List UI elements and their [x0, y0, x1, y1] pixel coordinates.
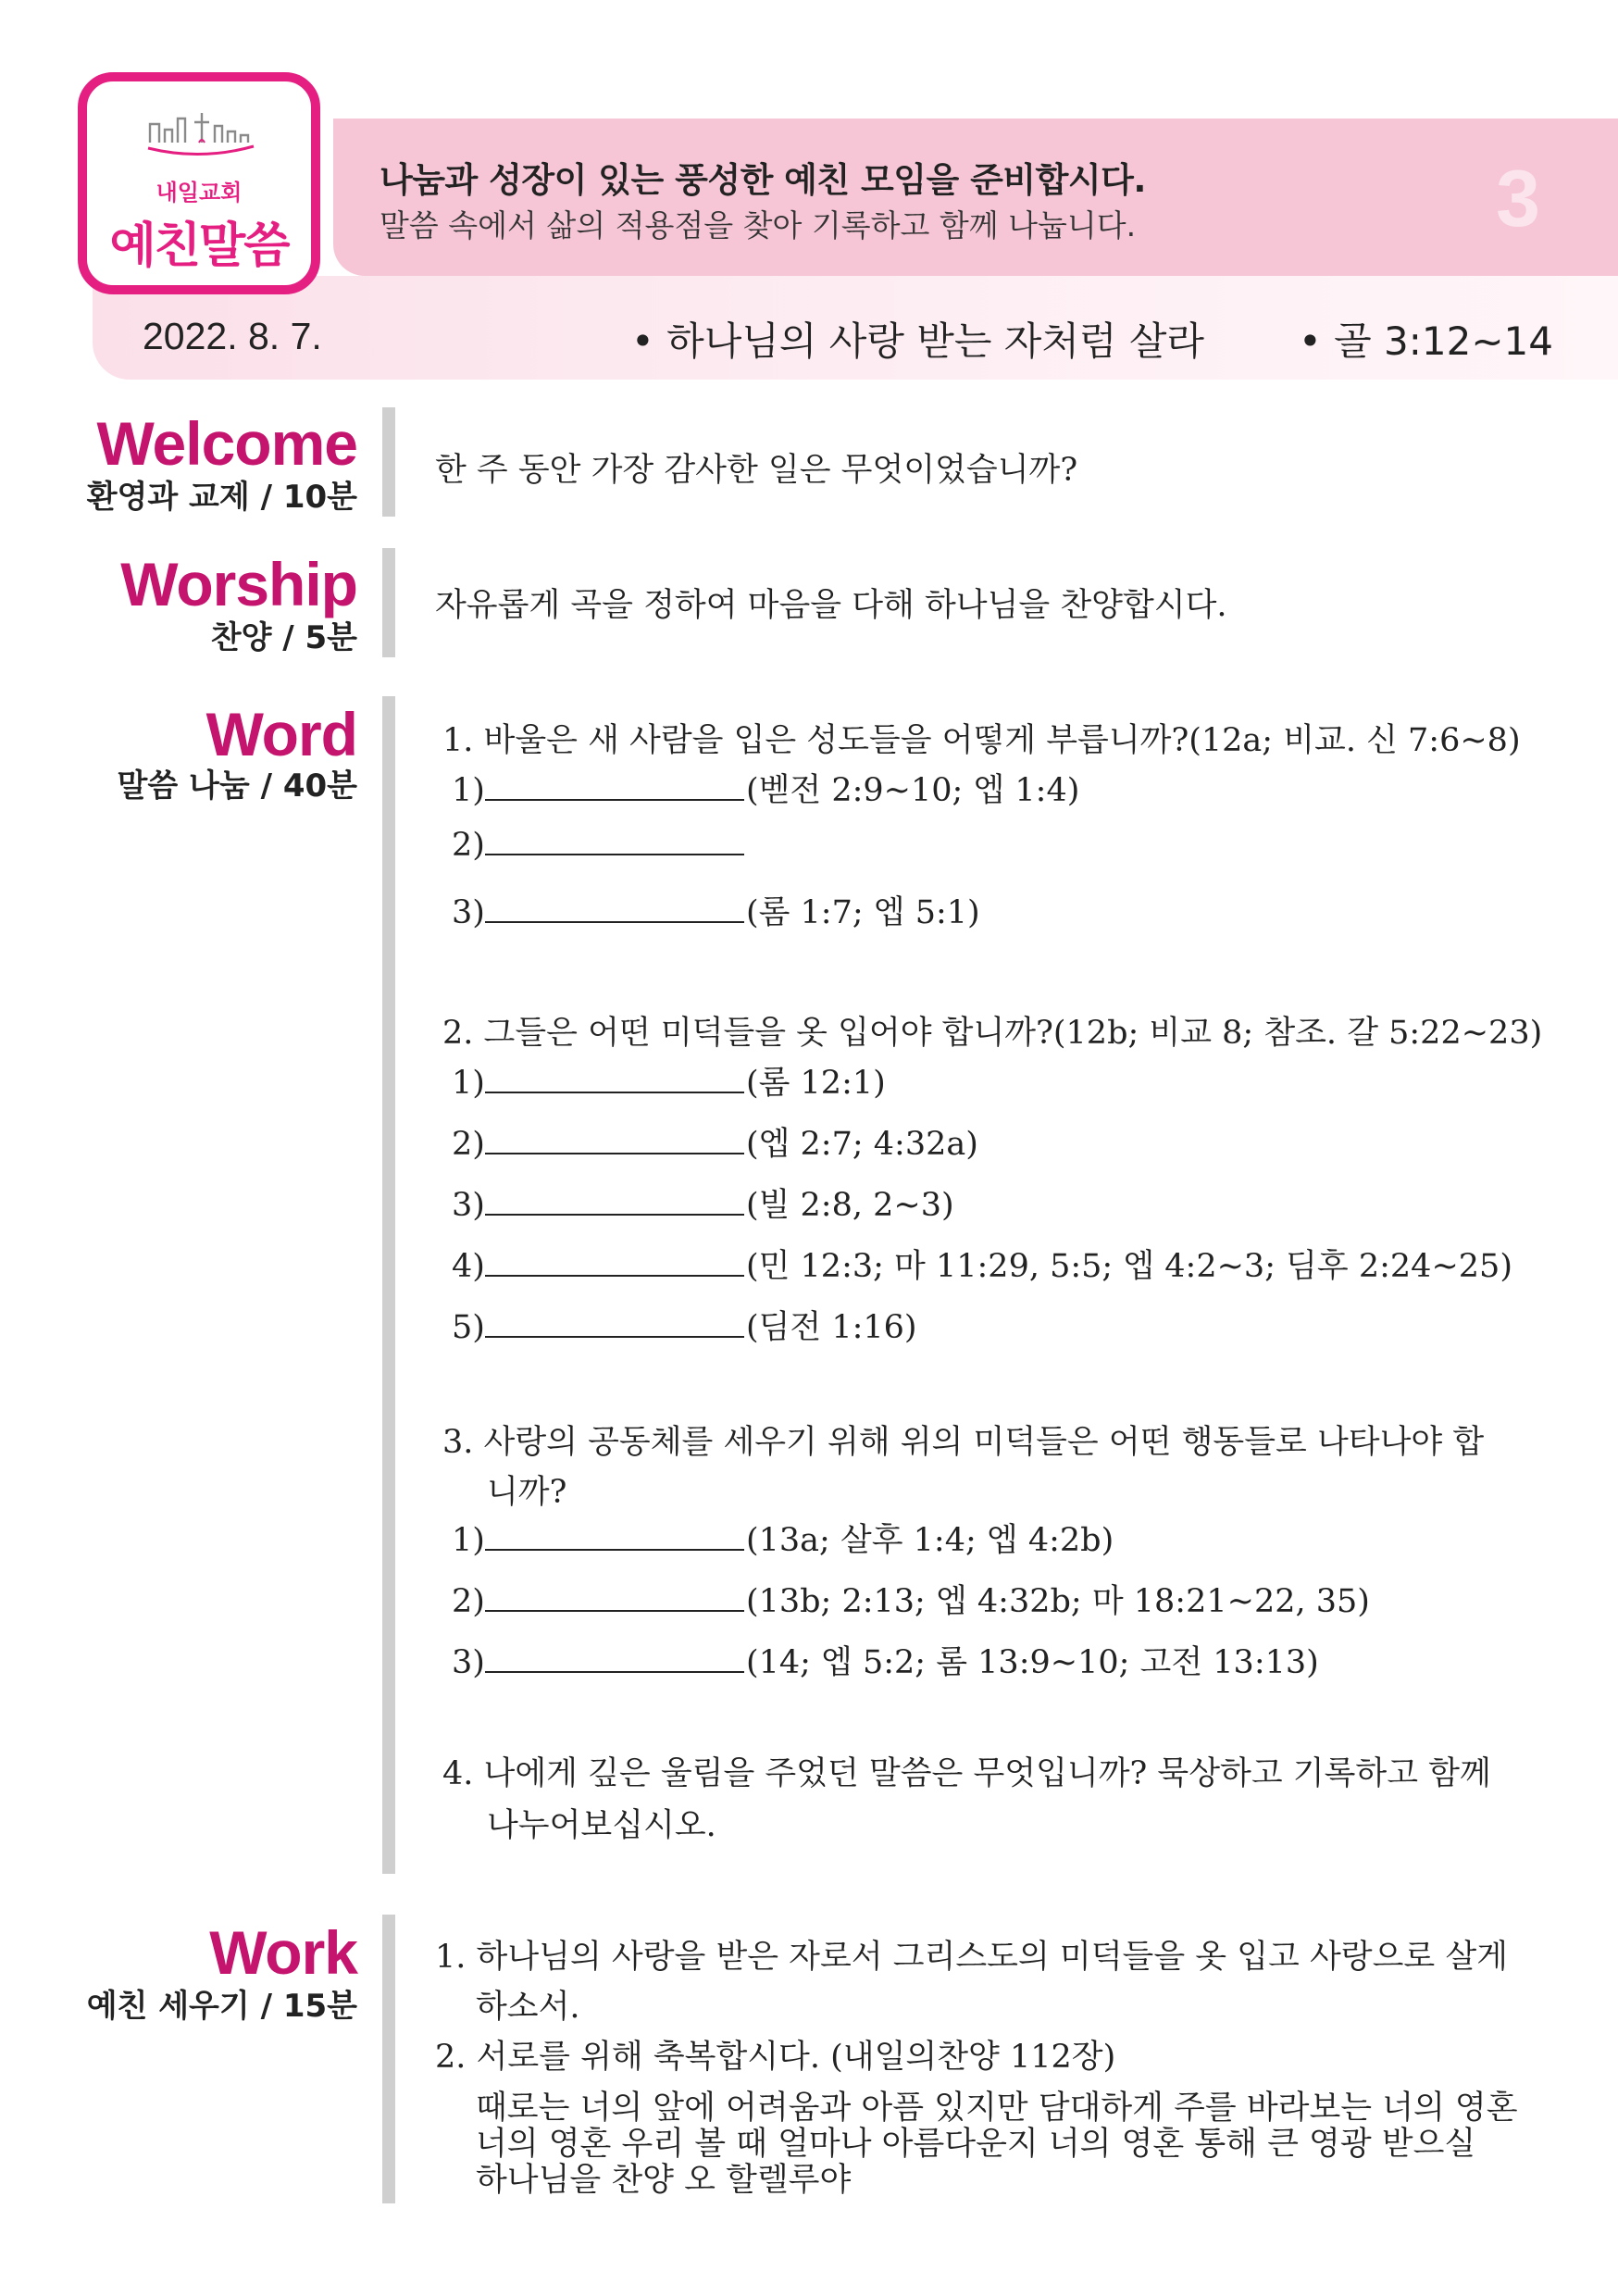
work-subtitle: 예친 세우기 / 15분: [86, 1988, 357, 2025]
worship-subtitle: 찬양 / 5분: [210, 619, 357, 656]
work-item-2: 2. 서로를 위해 축복합시다. (내일의찬양 112장): [435, 2039, 1116, 2076]
church-skyline-icon: [146, 111, 255, 159]
answer-line: 5) (딤전 1:16): [452, 1309, 917, 1346]
worship-instruction: 자유롭게 곡을 정하여 마음을 다해 하나님을 찬양합시다.: [435, 587, 1227, 624]
word-question-1: 1. 바울은 새 사람을 입은 성도들을 어떻게 부릅니까?(12a; 비교. 신 7:6~8): [442, 722, 1521, 759]
header-banner: [333, 119, 1618, 276]
word-title: Word: [205, 700, 357, 768]
answer-line: 3) (빌 2:8, 2~3): [452, 1187, 954, 1224]
section-divider: [382, 407, 395, 517]
welcome-question: 한 주 동안 가장 감사한 일은 무엇이었습니까?: [435, 452, 1078, 489]
lyrics-line: 하나님을 찬양 오 할렐루야: [476, 2162, 852, 2199]
answer-line: 2): [452, 826, 746, 864]
word-question-3: 3. 사랑의 공동체를 세우기 위해 위의 미덕들은 어떤 행동들로 나타나야 합: [442, 1424, 1485, 1461]
answer-line: 3) (롬 1:7; 엡 5:1): [452, 894, 980, 931]
logo: [78, 72, 320, 294]
work-title: Work: [209, 1918, 357, 1987]
answer-line: 1) (13a; 살후 1:4; 엡 4:2b): [452, 1522, 1114, 1559]
welcome-title: Welcome: [96, 409, 357, 478]
service-date: 2022. 8. 7.: [143, 315, 322, 357]
answer-line: 2) (엡 2:7; 4:32a): [452, 1126, 978, 1163]
page-number: 3: [1496, 155, 1540, 243]
header-subline: 말씀 속에서 삶의 적용점을 찾아 기록하고 함께 나눕니다.: [380, 207, 1137, 243]
answer-line: 3) (14; 엡 5:2; 롬 13:9~10; 고전 13:13): [452, 1644, 1319, 1681]
lyrics-line: 때로는 너의 앞에 어려움과 아픔 있지만 담대하게 주를 바라보는 너의 영혼: [476, 2090, 1518, 2127]
word-question-4: 4. 나에게 깊은 울림을 주었던 말씀은 무엇입니까? 묵상하고 기록하고 함께: [442, 1755, 1491, 1792]
answer-line: 4) (민 12:3; 마 11:29, 5:5; 엡 4:2~3; 딤후 2:24~25): [452, 1248, 1512, 1285]
word-question-4-cont: 나누어보십시오.: [487, 1807, 716, 1844]
work-item-1: 1. 하나님의 사랑을 받은 자로서 그리스도의 미덕들을 옷 입고 사랑으로 살게: [435, 1939, 1508, 1976]
answer-line: 2) (13b; 2:13; 엡 4:32b; 마 18:21~22, 35): [452, 1583, 1370, 1620]
hymn-lyrics: [476, 2090, 1518, 2199]
word-subtitle: 말씀 나눔 / 40분: [117, 767, 357, 805]
answer-line: 1) (벧전 2:9~10; 엡 1:4): [452, 772, 1080, 809]
scripture-reference: • 골 3:12~14: [1299, 318, 1553, 364]
date-bar: [93, 276, 1618, 380]
answer-line: 1) (롬 12:1): [452, 1065, 886, 1102]
header-headline: 나눔과 성장이 있는 풍성한 예친 모임을 준비합시다.: [380, 160, 1146, 200]
section-divider: [382, 696, 395, 1874]
lyrics-line: 너의 영혼 우리 볼 때 얼마나 아름다운지 너의 영혼 통해 큰 영광 받으실: [476, 2126, 1476, 2163]
worship-title: Worship: [120, 550, 357, 618]
section-divider: [382, 1915, 395, 2203]
work-item-1-cont: 하소서.: [476, 1989, 580, 2026]
section-divider: [382, 548, 395, 657]
sermon-title: • 하나님의 사랑 받는 자처럼 살라: [631, 318, 1204, 364]
church-name: 내일교회: [156, 180, 243, 206]
word-question-3-cont: 니까?: [487, 1474, 567, 1511]
word-question-2: 2. 그들은 어떤 미덕들을 옷 입어야 합니까?(12b; 비교 8; 참조. 갈 5:22~23): [442, 1015, 1543, 1052]
welcome-subtitle: 환영과 교제 / 10분: [86, 479, 357, 516]
logo-title: 예친말씀: [109, 218, 289, 274]
